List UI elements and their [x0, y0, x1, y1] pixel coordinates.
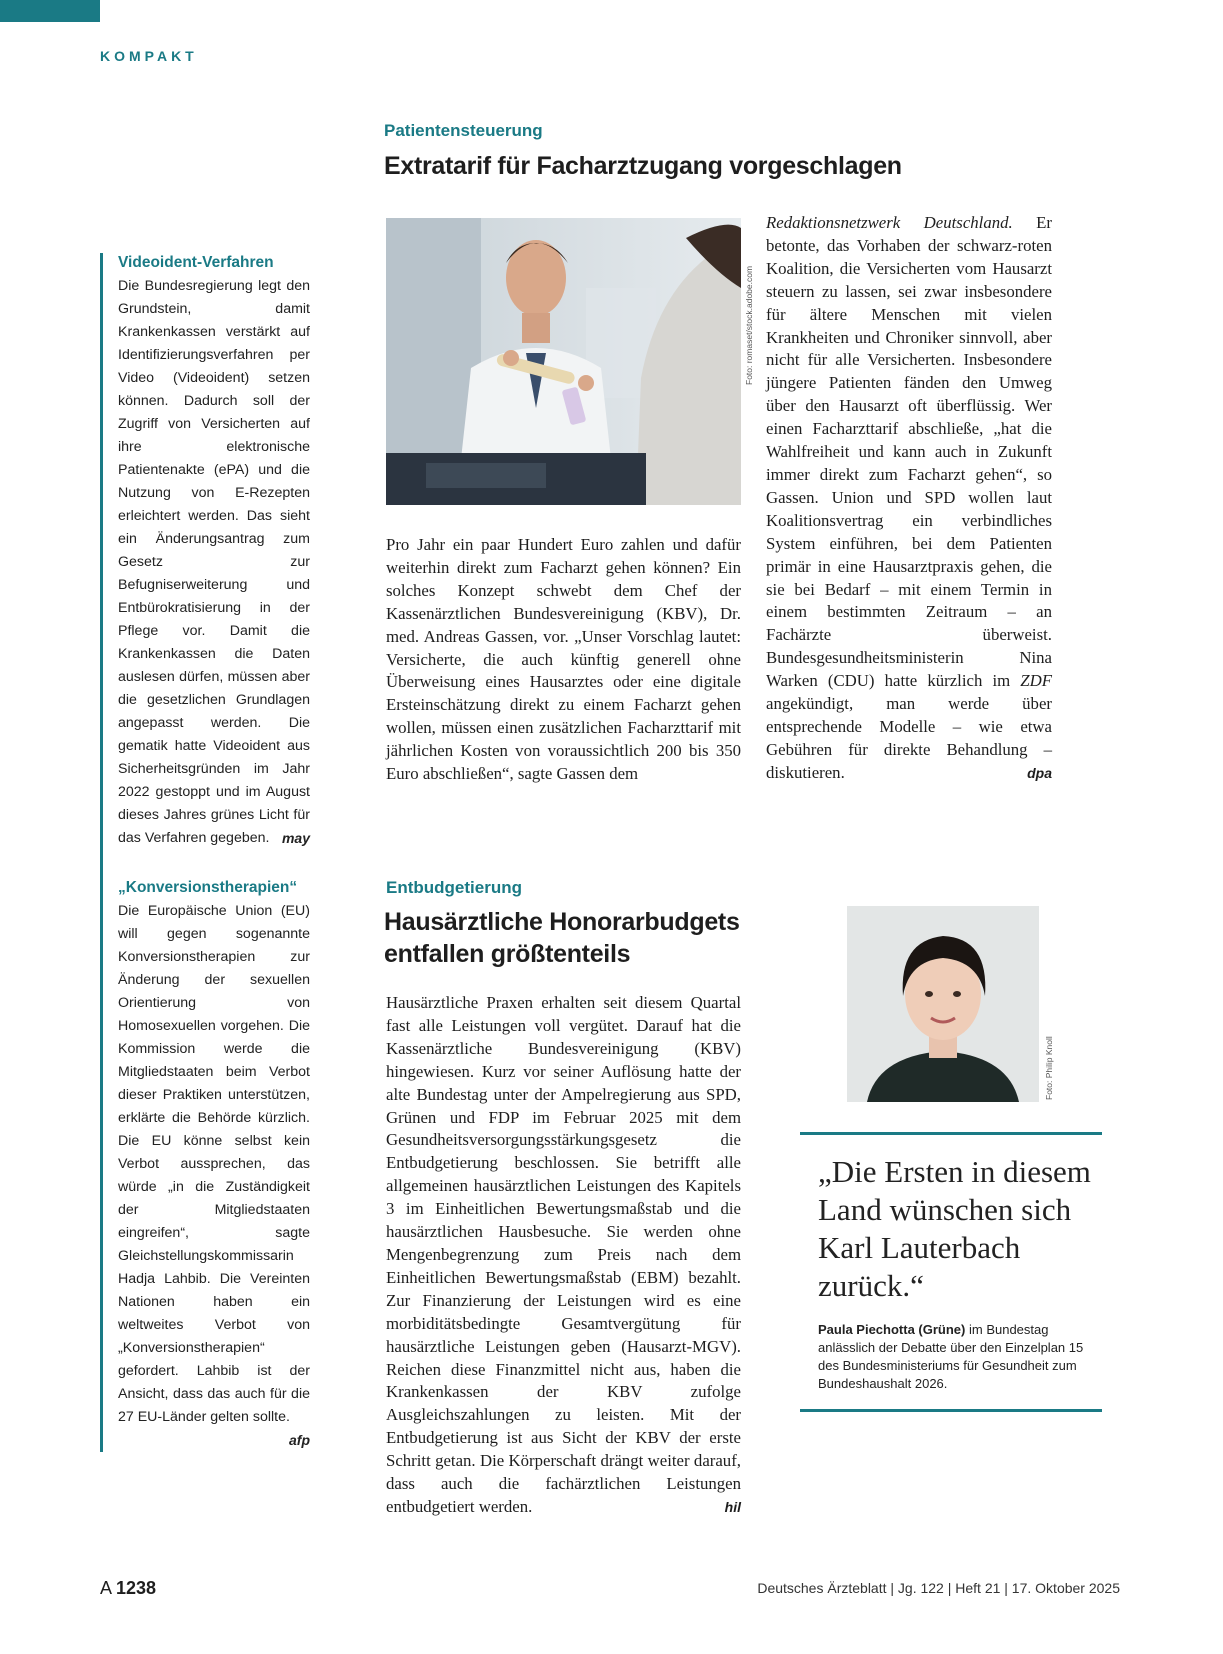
publication-reference: Deutsches Ärzteblatt | Jg. 122 | Heft 21 | 17. Oktober 2025 [757, 1580, 1120, 1596]
broadcaster-name: ZDF [1020, 671, 1052, 691]
article-headline: Hausärztliche Honorarbudgets entfallen größtenteils [384, 908, 740, 968]
sidebar-item-heading: Videoident-Verfahren [118, 254, 274, 271]
quote-author: Paula Piechotta (Grüne) [818, 1322, 966, 1337]
article-body: Hausärztliche Praxen erhalten seit diesem Quartal fast alle Leistungen voll vergütet. Darauf hat die Kassenärztliche Bundesvereinigung (KBV) hingewiesen. Kurz vor seiner Auflösung hatte der alte Bundestag unter der Ampelregierung aus SPD, Grünen und FDP im Februar 2025 mit dem Gesundheitsversorgungsstärkungsgesetz die Entbudgetierung beschlossen. Sie betrifft alle allgemeinen hausärztlichen Leistungen des Kapitels 3 im Einheitlichen Bewertungsmaßstab und die hausärztlichen Hausbesuche. Sie werden ohne Mengenbegrenzung zum Preis nach dem Einheitlichen Bewertungsmaßstab (EBM) bezahlt. Zur Finanzierung der Leistungen wird es eine morbiditätsbedingte Gesamtvergütung für hausärztliche Leistungen geben (Hausarzt-MGV). Reichen diese Finanzmittel nicht aus, haben die Krankenkassen der KBV zufolge Ausgleichszahlungen zu leisten. Mit der Entbudgetierung ist aus Sicht der KBV der erste Schritt getan. Die Körperschaft drängt weiter darauf, dass auch die fachärztlichen Leistungen entbudgetiert werden. hil [386, 992, 741, 1519]
sidebar-item-text: Die Europäische Union (EU) will gegen sogenannte Konversionstherapien zur Änderung der sexuellen Orientierung von Homosexuellen vorgehen. Die Kommission werde die Mitgliedstaaten beim Verbot dieser Praktiken unterstützen, erklärte die Behörde kürzlich. Die EU könne selbst kein Verbot aussprechen, das würde „in die Zuständigkeit der Mitgliedstaaten eingreifen“, sagte Gleichstellungskommissarin Hadja Lahbib. Die Vereinten Nationen haben ein weltweites Verbot von „Konversionstherapien“ gefordert. Lahbib ist der Ansicht, dass das auch für die 27 EU-Länder gelten sollte. afp [118, 900, 310, 1429]
sidebar [100, 253, 310, 1452]
article-kicker: Entbudgetierung [386, 878, 522, 897]
author-signature: hil [724, 1498, 741, 1515]
photo-credit: Foto: romaset/stock.adobe.com [744, 265, 754, 385]
pull-quote [800, 1132, 1102, 1412]
author-signature: may [281, 830, 310, 846]
author-signature: afp [289, 1432, 310, 1448]
sidebar-item-videoident [118, 253, 310, 850]
quote-attribution: Paula Piechotta (Grüne) im Bundestag anlässlich der Debatte über den Einzelplan 15 des Bundesministeriums für Gesundheit zum Bundeshaushalt 2026. [818, 1322, 1084, 1391]
article-column-2: Redaktionsnetzwerk Deutschland. Er betonte, das Vorhaben der schwarz-roten Koalition, die Versicherten vom Hausarzt steuern zu lassen, sei zwar insbesondere für ältere Menschen mit vielen Krankheiten und Chroniker sinnvoll, aber nicht für alle Versicherten. Insbesondere jüngere Patienten fänden den Umweg über den Hausarzt oft überflüssig. Wer einen Facharzttarif abschließe, „hat die Wahlfreiheit und kann auch in Zukunft immer direkt zum Facharzt gehen“, so Gassen. Union und SPD wollen laut Koalitionsvertrag ein verbindliches System einführen, bei dem Patienten primär in eine Hausarztpraxis gehen, die sie bei Bedarf – mit einem Termin in einem bestimmten Zeitraum – an Fachärzte überweist. Bundesgesundheitsministerin Nina Warken (CDU) hatte kürzlich im ZDF angekündigt, man werde über entsprechende Modelle – wie etwa Gebühren für direkte Behandlung – diskutieren. dpa [766, 212, 1052, 785]
publication-name: Redaktionsnetzwerk Deutschland. [766, 213, 1013, 232]
article-kicker: Patientensteuerung [384, 121, 543, 140]
author-signature: dpa [1027, 764, 1052, 781]
article-headline: Extratarif für Facharztzugang vorgeschlagen [384, 152, 902, 180]
doctor-consultation-photo [386, 218, 741, 505]
sidebar-item-text: Die Bundesregierung legt den Grundstein, damit Krankenkassen verstärkt auf Identifizierungsverfahren per Video (Videoident) setzen können. Dadurch soll der Zugriff von Versicherten auf ihre elektronische Patientenakte (ePA) und die Nutzung von E-Rezepten erleichtert werden. Das sieht ein Änderungsantrag zum Gesetz zur Befugniserweiterung und Entbürokratisierung in der Pflege vor. Damit die Krankenkassen die Daten auslesen dürfen, müssen aber die gesetzlichen Grundlagen angepasst werden. Die gematik hatte Videoident aus Sicherheitsgründen im Jahr 2022 gestoppt und im August dieses Jahres grünes Licht für das Verfahren gegeben. may [118, 275, 310, 850]
article-column-1: Pro Jahr ein paar Hundert Euro zahlen und dafür weiterhin direkt zum Facharzt gehen können? Ein solches Konzept schwebt dem Chef der Kassenärztlichen Bundesvereinigung (KBV), Dr. med. Andreas Gassen, vor. „Unser Vorschlag lautet: Versicherte, die auch künftig generell ohne Überweisung eines Hausarztes oder eine digitale Ersteinschätzung direkt zu einem Facharzt gehen wollen, müssen einen zusätzlichen Facharzttarif mit jährlichen Kosten von voraussichtlich 200 bis 350 Euro abschließen“, sagte Gassen dem [386, 535, 741, 784]
section-label: KOMPAKT [100, 48, 198, 64]
portrait-photo [847, 906, 1039, 1102]
photo-credit: Foto: Philip Knoll [1044, 1036, 1054, 1100]
page-number: A 1238 [100, 1578, 157, 1598]
quote-text: „Die Ersten in diesem Land wünschen sich Karl Lauterbach zurück.“ [818, 1154, 1091, 1303]
top-accent-bar [0, 0, 100, 22]
sidebar-item-konversionstherapien [118, 878, 310, 1448]
sidebar-item-heading: „Konversionstherapien“ [118, 879, 298, 896]
